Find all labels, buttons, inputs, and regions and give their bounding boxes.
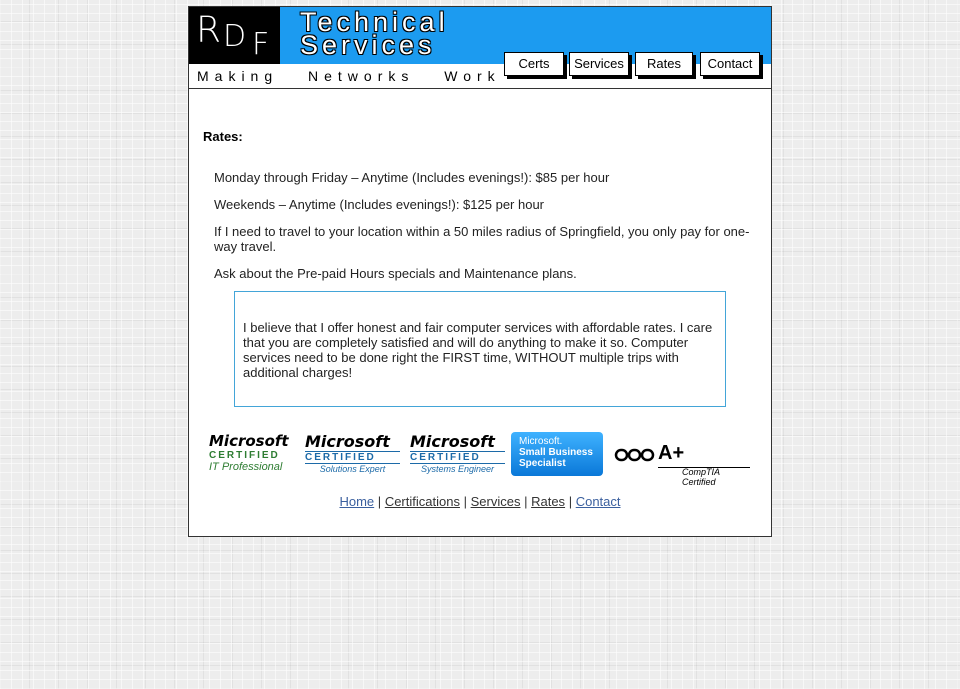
page-title: Rates:: [203, 129, 243, 144]
logo-letter-r: R: [196, 10, 222, 51]
logo-letter-f: F: [252, 27, 270, 62]
a-plus-title: A+: [658, 442, 685, 464]
comptia-chain-icon: [614, 444, 658, 466]
nav-certs-button[interactable]: Certs: [504, 52, 564, 76]
rate-weekday: Monday through Friday – Anytime (Includes evenings!): $85 per hour: [214, 170, 610, 185]
rate-weekend: Weekends – Anytime (Includes evenings!): $125 per hour: [214, 197, 545, 212]
footer-link-certifications[interactable]: Certifications: [384, 494, 460, 509]
footer-separator: |: [524, 494, 528, 509]
badge-certified: CERTIFIED: [305, 451, 400, 464]
footer-link-rates[interactable]: Rates: [531, 494, 566, 509]
a-plus-sub: CompTIA Certified: [682, 467, 720, 487]
rate-prepaid: Ask about the Pre-paid Hours specials and Maintenance plans.: [214, 266, 577, 281]
microsoft-certified-solutions-expert-badge: [305, 432, 400, 480]
badge-line2: Small Business: [519, 447, 593, 458]
page-container: [188, 6, 772, 537]
footer-link-home[interactable]: Home: [339, 494, 375, 509]
tagline: Making Networks Work: [197, 68, 501, 84]
microsoft-certified-it-professional-badge: [209, 432, 293, 480]
microsoft-small-business-specialist-badge: [511, 432, 603, 476]
badge-sub: Solutions Expert: [319, 464, 386, 474]
comptia-a-plus-badge: [614, 432, 754, 487]
statement-box: [234, 291, 726, 407]
nav-services-button[interactable]: Services: [569, 52, 629, 76]
footer-separator: |: [463, 494, 467, 509]
statement-text: I believe that I offer honest and fair computer services with affordable rates. I care that you are completely satisfied and will do anything to make it so. Computer services need to be done right the FIRST time, WITHOUT multiple trips with additional charges!: [243, 320, 713, 380]
site-header: [189, 7, 771, 89]
rdf-logo: [189, 7, 280, 64]
nav-contact-button[interactable]: Contact: [700, 52, 760, 76]
badge-sub: Systems Engineer: [420, 464, 495, 474]
badge-line1: Microsoft.: [519, 436, 563, 447]
company-name: [300, 7, 500, 60]
footer-separator: |: [377, 494, 382, 509]
footer-links: [189, 494, 771, 509]
logo-letter-d: D: [223, 19, 247, 54]
badge-certified: CERTIFIED: [209, 450, 280, 461]
badge-sub: IT Professional: [209, 461, 283, 473]
company-name-line1: Technical: [300, 7, 449, 37]
footer-separator: |: [568, 494, 573, 509]
rate-travel: If I need to travel to your location within a 50 miles radius of Springfield, you only pay for one-way travel.: [214, 224, 750, 254]
badge-line3: Specialist: [519, 458, 566, 469]
company-name-line2: Services: [300, 30, 436, 60]
badge-brand: Microsoft: [209, 432, 289, 450]
badge-brand: Microsoft: [410, 432, 495, 451]
main-content: [189, 129, 771, 281]
badge-certified: CERTIFIED: [410, 451, 505, 464]
nav-rates-button[interactable]: Rates: [635, 52, 693, 76]
microsoft-certified-systems-engineer-badge: [410, 432, 505, 480]
footer-link-contact[interactable]: Contact: [575, 494, 621, 509]
badge-brand: Microsoft: [305, 432, 390, 451]
footer-link-services[interactable]: Services: [470, 494, 521, 509]
